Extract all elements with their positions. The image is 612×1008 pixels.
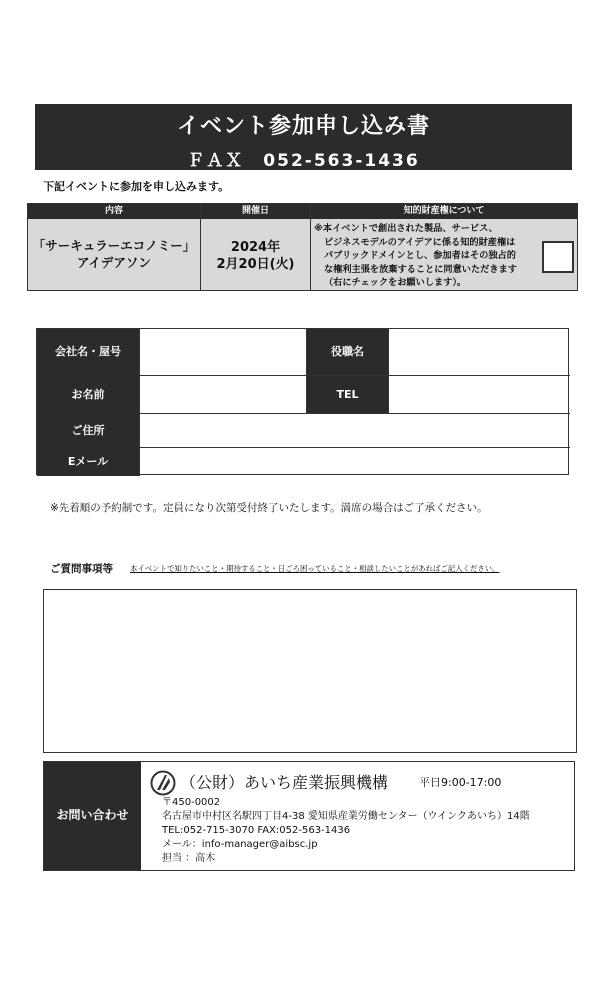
divider	[139, 375, 570, 376]
ip-line: ※本イベントで創出された製品、サービス、	[314, 223, 498, 234]
org-hours: 平日9:00-17:00	[419, 776, 502, 789]
divider	[306, 329, 307, 414]
divider	[139, 447, 570, 448]
fax-number: ＦＡＸ 052-563-1436	[187, 151, 420, 171]
questions-label: ご質問事項等	[50, 563, 113, 575]
event-name-line: アイデアソン	[77, 255, 151, 270]
header-ip: 知的財産権について	[311, 204, 577, 219]
intro-text: 下記イベントに参加を申し込みます。	[43, 180, 230, 193]
contact-postal: 〒450-0002	[162, 797, 221, 808]
name-field[interactable]	[141, 377, 305, 412]
ip-line: ビジネスモデルのアイデアに係る知的財産権は	[324, 236, 516, 248]
contact-box	[43, 761, 575, 871]
label-email: Eメール	[37, 447, 139, 476]
ip-agree-checkbox[interactable]	[542, 241, 574, 273]
divider	[139, 329, 140, 476]
label-title: 役職名	[307, 329, 388, 375]
questions-hint: 本イベントで知りたいこと・期待すること・日ごろ困っていること・相談したいことがあればご記入ください。	[130, 564, 500, 573]
label-address: ご住所	[37, 414, 139, 447]
event-name-line: 「サーキュラーエコノミー」	[32, 238, 196, 253]
header-content: 内容	[28, 204, 200, 219]
tel-field[interactable]	[390, 377, 568, 412]
event-date	[201, 239, 310, 273]
label-company: 会社名・屋号	[37, 329, 139, 375]
event-name	[28, 237, 200, 271]
date-day: 2月20日(火)	[216, 257, 295, 272]
divider	[388, 329, 389, 414]
date-year: 2024年	[230, 240, 281, 255]
contact-tel-fax: TEL:052-715-3070 FAX:052-563-1436	[162, 825, 351, 836]
header-date: 開催日	[201, 204, 310, 219]
contact-person: 担当 ：高木	[162, 853, 216, 864]
org-logo-icon	[150, 770, 176, 796]
ip-notice	[314, 222, 536, 290]
ip-line: な権利主張を放棄することに同意いただきます	[324, 263, 517, 275]
company-field[interactable]	[141, 331, 305, 373]
email-field[interactable]	[141, 449, 568, 474]
entry-form	[36, 328, 569, 475]
label-tel: TEL	[307, 375, 388, 414]
address-field[interactable]	[141, 416, 568, 445]
divider	[310, 204, 311, 290]
title-field[interactable]	[390, 331, 568, 373]
ip-line: パブリックドメインとし、参加者はその独占的	[324, 250, 516, 261]
questions-field[interactable]	[43, 589, 577, 753]
reservation-notice: ※先着順の予約制です。定員になり次第受付終了いたします。満席の場合はご了承ください。	[50, 502, 488, 514]
label-name: お名前	[37, 375, 139, 414]
contact-address: 名古屋市中村区名駅四丁目4-38 愛知県産業労働センター（ウインクあいち）14階	[162, 811, 530, 822]
form-title: イベント参加申し込み書	[176, 114, 430, 139]
contact-label: お問い合わせ	[44, 762, 141, 870]
divider	[139, 413, 570, 414]
org-name: （公財）あいち産業振興機構	[180, 773, 389, 792]
event-table	[27, 203, 578, 291]
header-banner	[35, 104, 572, 170]
ip-line: （右にチェックをお願いします）。	[324, 277, 467, 288]
contact-mail[interactable]: メール：info-manager@aibsc.jp	[162, 839, 318, 850]
